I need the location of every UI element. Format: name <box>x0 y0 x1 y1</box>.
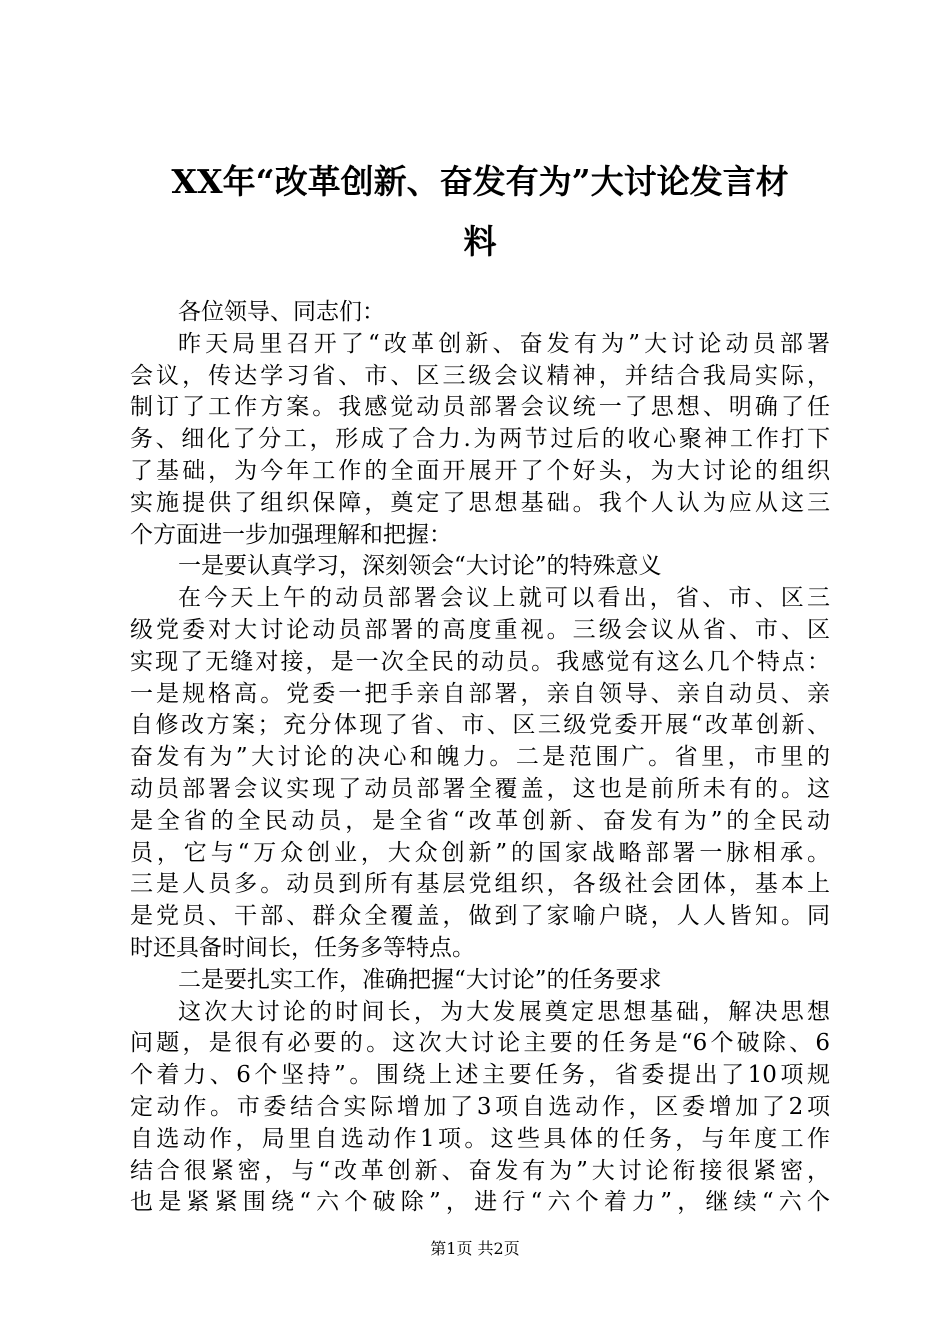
paragraph-line: 是党员、干部、群众全覆盖，做到了家喻户晓，人人皆知。同 <box>130 903 830 930</box>
paragraph-line: 实施提供了组织保障，奠定了思想基础。我个人认为应从这三 <box>130 489 830 516</box>
paragraph-line: 一是规格高。党委一把手亲自部署，亲自领导、亲自动员、亲 <box>130 680 830 707</box>
paragraph-line: 昨天局里召开了“改革创新、奋发有为”大讨论动员部署 <box>178 330 830 357</box>
paragraph-line: 务、细化了分工，形成了合力.为两节过后的收心聚神工作打下 <box>130 426 830 453</box>
document-body <box>130 297 830 1219</box>
paragraph-line: 三是人员多。动员到所有基层党组织，各级社会团体，基本上 <box>130 871 830 898</box>
document-title-line-2: 料 <box>463 222 497 261</box>
section-heading-2: 二是要扎实工作，准确把握“大讨论”的任务要求 <box>178 966 662 993</box>
paragraph-line: 自选动作，局里自选动作1项。这些具体的任务，与年度工作 <box>130 1125 830 1152</box>
paragraph-line: 时还具备时间长，任务多等特点。 <box>130 934 475 961</box>
paragraph-line: 动员部署会议实现了动员部署全覆盖，这也是前所未有的。这 <box>130 775 830 802</box>
paragraph-line: 级党委对大讨论动员部署的高度重视。三级会议从省、市、区 <box>130 616 830 643</box>
paragraph-line: 这次大讨论的时间长，为大发展奠定思想基础，解决思想 <box>178 998 830 1025</box>
paragraph-line: 员，它与“万众创业，大众创新”的国家战略部署一脉相承。 <box>130 839 830 866</box>
paragraph-line: 问题，是很有必要的。这次大讨论主要的任务是“6个破除、6 <box>130 1030 830 1057</box>
paragraph-line: 也是紧紧围绕“六个破除”，进行“六个着力”，继续“六个 <box>130 1189 830 1216</box>
paragraph-line: 自修改方案；充分体现了省、市、区三级党委开展“改革创新、 <box>130 712 830 739</box>
paragraph-line: 制订了工作方案。我感觉动员部署会议统一了思想、明确了任 <box>130 394 830 421</box>
salutation: 各位领导、同志们： <box>178 299 385 325</box>
document-title-line-1: XX年“改革创新、奋发有为”大讨论发言材 <box>171 162 789 201</box>
paragraph-line: 个着力、6个坚持”。围绕上述主要任务，省委提出了10项规 <box>130 1062 830 1089</box>
page-number: 第1页 共2页 <box>430 1239 520 1258</box>
section-heading-1: 一是要认真学习，深刻领会“大讨论”的特殊意义 <box>178 553 662 580</box>
paragraph-line: 在今天上午的动员部署会议上就可以看出，省、市、区三 <box>178 585 830 612</box>
paragraph-line: 奋发有为”大讨论的决心和魄力。二是范围广。省里，市里的 <box>130 744 830 771</box>
paragraph-line: 是全省的全民动员，是全省“改革创新、奋发有为”的全民动 <box>130 807 830 834</box>
paragraph-line: 定动作。市委结合实际增加了3项自选动作，区委增加了2项 <box>130 1093 830 1120</box>
paragraph-line: 结合很紧密，与“改革创新、奋发有为”大讨论衔接很紧密， <box>130 1157 830 1184</box>
paragraph-line: 了基础，为今年工作的全面开展开了个好头，为大讨论的组织 <box>130 457 830 484</box>
paragraph-line: 会议，传达学习省、市、区三级会议精神，并结合我局实际， <box>130 362 830 389</box>
paragraph-line: 个方面进一步加强理解和把握： <box>130 521 452 548</box>
paragraph-line: 实现了无缝对接，是一次全民的动员。我感觉有这么几个特点： <box>130 648 830 675</box>
